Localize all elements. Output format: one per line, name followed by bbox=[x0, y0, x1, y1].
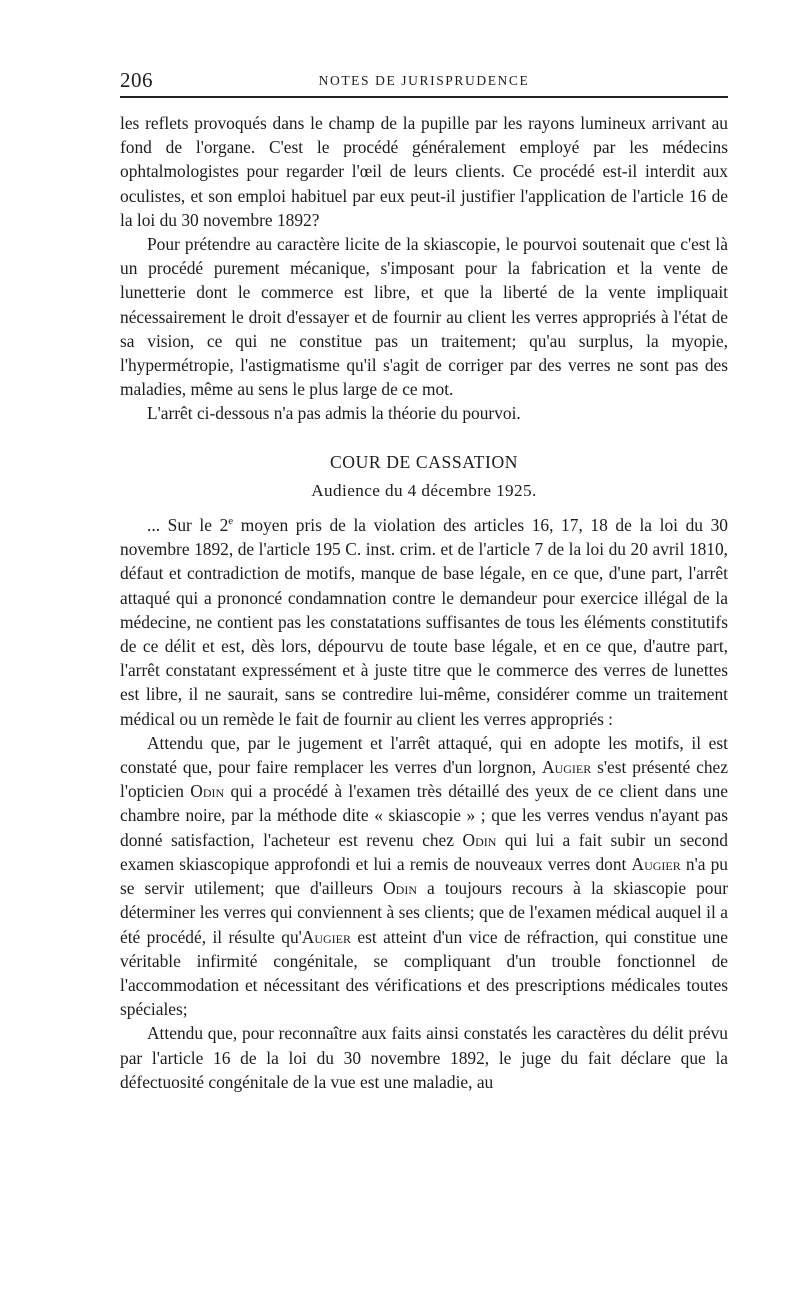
party-name-augier: Augier bbox=[301, 926, 352, 947]
hearing-date: Audience du 4 décembre 1925. bbox=[311, 480, 537, 500]
party-name-augier: Augier bbox=[631, 853, 681, 874]
ordinal-superscript: e bbox=[228, 515, 234, 528]
party-name-odin: Odin bbox=[190, 781, 225, 802]
party-name-odin: Odin bbox=[383, 878, 417, 899]
facts-text-6: a toujours recours à la skiascopie pour déterminer les verres qui conviennent à ses clients; que de l'examen médical auquel il a été procédé, il résulte qu' bbox=[120, 878, 728, 947]
paragraph-judge-finding: Attendu que, pour reconnaître aux faits ainsi constatés les caractères du délit prévu par l'article 16 de la loi du 30 novembre 1892, le juge du fait déclare que la défectuosité congénitale de la vue est une maladie, au bbox=[120, 1023, 728, 1092]
page-number: 206 bbox=[120, 68, 153, 92]
facts-text-3: qui a procédé à l'examen très détaillé des yeux de ce client dans une chambre noire, par la méthode dite « skiascopie » ; que les verres vendus n'ayant pas donné satisfaction, l'acheteur est revenu chez bbox=[120, 781, 728, 850]
running-title: NOTES DE JURISPRUDENCE bbox=[318, 73, 530, 88]
page-body bbox=[120, 111, 728, 1094]
paragraph-second-ground bbox=[120, 513, 728, 731]
ground-intro: ... Sur le 2 bbox=[147, 515, 229, 536]
paragraph-ruling-note: L'arrêt ci-dessous n'a pas admis la théorie du pourvoi. bbox=[147, 403, 521, 424]
paragraph-appeal-argument: Pour prétendre au caractère licite de la skiascopie, le pourvoi soutenait que c'est là un procédé purement mécanique, s'imposant pour la fabrication et la vente de lunetterie dont le commerce est libre, et que la liberté de la vente impliquait nécessairement le droit d'essayer et de fournir au client les verres appropriés à l'état de sa vision, ce qui ne constitue pas un traitement; qu'au surplus, la myopie, l'hypermétropie, l'astigmatisme qu'il s'agit de corriger par des verres ne sont pas des maladies, même au sens le plus large de ce mot. bbox=[120, 234, 728, 400]
court-title: COUR DE CASSATION bbox=[329, 451, 519, 472]
facts-text-2: s'est présenté chez l'opticien bbox=[120, 757, 728, 802]
party-name-augier: Augier bbox=[542, 757, 592, 778]
facts-text-5: n'a pu se servir utilement; que d'ailleurs bbox=[120, 853, 728, 899]
facts-text-1: Attendu que, par le jugement et l'arrêt attaqué, qui en adopte les motifs, il est constaté que, pour faire remplacer les verres d'un lorgnon, bbox=[120, 732, 728, 778]
page-header bbox=[120, 58, 728, 98]
document-page bbox=[120, 58, 728, 1094]
paragraph-facts bbox=[120, 731, 728, 1021]
paragraph-continued: les reflets provoqués dans le champ de la pupille par les rayons lumineux arrivant au fond de l'organe. C'est le procédé généralement employé par les médecins ophtalmologistes pour regarder l'œil de leurs clients. Ce procédé est-il interdit aux oculistes, et son emploi habituel par eux peut-il justifier l'application de l'article 16 de la loi du 30 novembre 1892? bbox=[120, 113, 728, 230]
party-name-odin: Odin bbox=[462, 829, 497, 850]
facts-text-4: qui lui a fait subir un second examen skiascopique approfondi et lui a remis de nouveaux verres dont bbox=[120, 829, 728, 874]
facts-text-7: est atteint d'un vice de réfraction, qui constitue une véritable infirmité congénitale, se compliquant d'un trouble fonctionnel de l'accommodation et nécessitant des vérifications et des prescriptions médicales toutes spéciales; bbox=[120, 926, 728, 1020]
ground-text: moyen pris de la violation des articles 16, 17, 18 de la loi du 30 novembre 1892, de l'article 195 C. inst. crim. et de l'article 7 de la loi du 20 avril 1810, défaut et contradiction de motifs, manque de base légale, en ce que, d'une part, l'arrêt attaqué qui a prononcé condamnation contre le demandeur pour exercice illégal de la médecine, ne contient pas les constatations suffisantes de tous les éléments constitutifs de ce délit et est, dès lors, dépourvu de toute base légale, et en ce que, d'autre part, l'arrêt constatant expressément et à juste titre que le commerce des verres de lunettes est libre, il ne saurait, sans se contredire lui-même, considérer comme un traitement médical ou un remède le fait de fournir au client les verres appropriés : bbox=[120, 515, 728, 729]
